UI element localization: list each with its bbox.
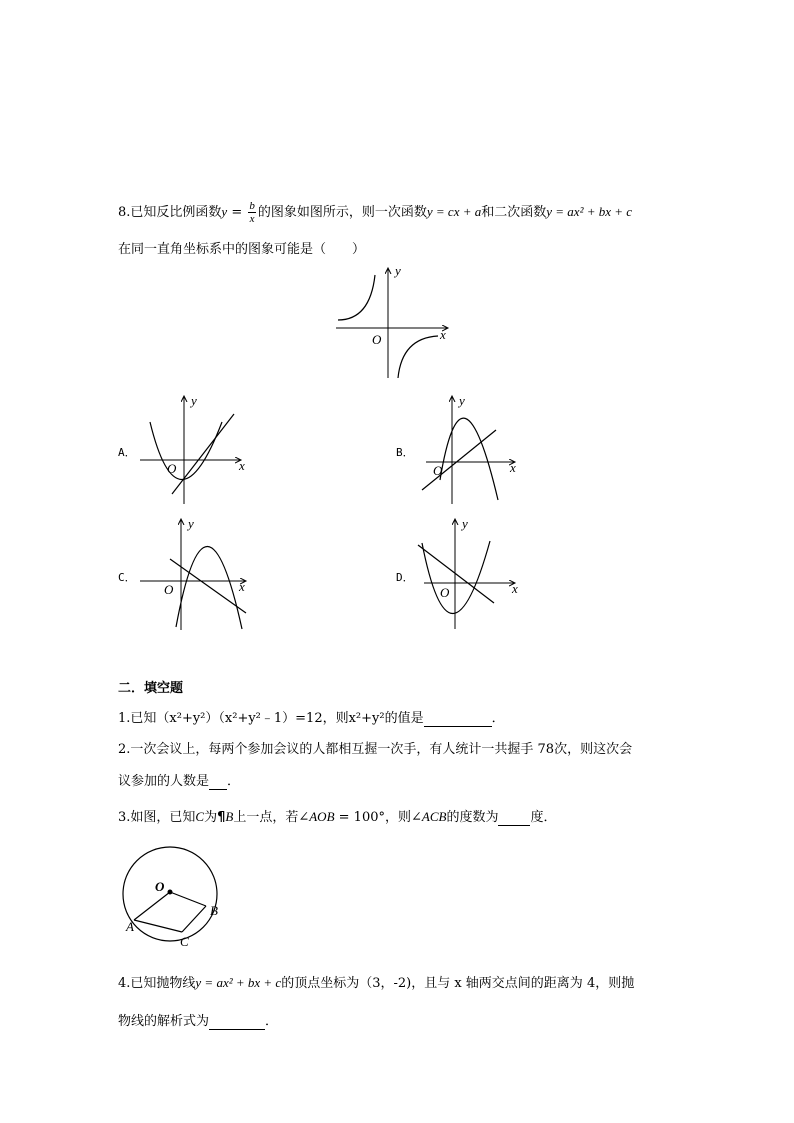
segment-ac [134,920,182,932]
axis-x-label: x [440,327,446,342]
q8-eq: = [227,205,247,220]
option-b-x-label: x [510,460,516,475]
option-b-label[interactable]: B． [396,446,414,459]
fill1-end: ． [491,711,505,726]
fill2-text: 议参加的人数是 [118,774,210,789]
section-title: 二．填空题 [118,681,184,696]
option-d-graph[interactable] [412,515,532,633]
fill3-arc-symbol: ¶ [217,810,226,825]
fill1-line [118,707,505,727]
option-d-y-label: y [462,516,468,531]
fill4-text-b: 的顶点坐标为（3，-2)，且与 x 轴两交点间的距离为 4，则抛 [281,976,635,991]
q8-text-1: 已知反比例函数 [130,205,222,220]
q8-number: 8. [118,205,131,220]
fill2-end: ． [227,774,241,789]
fill4-text-a: 4.已知抛物线 [118,976,196,991]
fill1-text: 已知（x²+y²）（x²+y²﹣1）=12，则x²+y²的值是 [130,711,424,726]
fill3-text-g: 度． [530,810,557,825]
label-o: O [155,879,165,894]
fill3-arc-b: B [225,809,234,824]
option-c-graph[interactable] [136,515,256,633]
option-b-graph[interactable] [412,392,532,507]
fill4-answer-blank[interactable] [209,1014,265,1030]
fill3-eq: = 100° [334,810,385,825]
segment-ob [170,892,206,906]
option-c-label[interactable]: C． [118,571,136,584]
fill3-line [118,806,557,826]
fill3-text-f: 的度数为 [446,810,499,825]
fill3-point-c: C [195,809,205,824]
fill2-answer-blank[interactable] [209,774,227,790]
fill4-end: ． [265,1014,279,1029]
fill4-quadratic: y = ax² + bx + c [195,975,282,990]
fill4-text-line2: 物线的解析式为 [118,1014,210,1029]
fill3-angle-aob: ∠AOB [298,809,335,824]
fill1-number: 1. [118,711,131,726]
option-a-label[interactable]: A． [118,446,136,459]
option-a-x-label: x [239,458,245,473]
label-b: B [210,903,218,918]
q8-y: y [221,204,228,219]
option-a-parabola [150,422,222,480]
q8-line2: 在同一直角坐标系中的图象可能是（ ） [118,242,366,257]
segment-oa [134,892,170,920]
fill3-text-e: ，则 [385,810,412,825]
option-b-origin: O [433,463,443,478]
hyperbola-left-branch [338,275,375,320]
option-a-y-label: y [191,393,197,408]
option-c-x-label: x [239,579,245,594]
option-d-label[interactable]: D． [396,571,414,584]
label-a: A [126,919,134,934]
option-c-origin: O [164,582,174,597]
q8-frac-den: x [249,213,255,225]
q8-frac-num: b [249,200,255,212]
option-b-line [422,430,496,490]
fill3-angle-acb: ∠ACB [411,809,447,824]
fill4-line1 [118,972,634,991]
fill1-answer-blank[interactable] [424,711,492,727]
fill3-answer-blank[interactable] [498,810,530,826]
circle-figure [118,842,228,952]
option-b-parabola [440,418,498,500]
q8-text-2: 的图象如图所示，则一次函数 [257,205,427,220]
fill4-line2 [118,1010,278,1030]
option-d-parabola [422,541,490,614]
axis-y-label: y [395,263,401,278]
fill2-line2 [118,770,240,790]
option-a-graph[interactable] [136,392,256,507]
option-a-line [172,414,234,494]
q8-text-3: 和二次函数 [481,205,547,220]
option-d-origin: O [440,585,450,600]
option-b-y-label: y [459,393,465,408]
fill3-text-d: 上一点，若 [233,810,299,825]
origin-label: O [372,332,382,347]
fill2-line1: 2.一次会议上，每两个参加会议的人都相互握一次手，有人统计一共握手 78次，则这次会 [118,742,633,757]
option-d-x-label: x [512,581,518,596]
label-c: C [180,934,189,949]
q8-main-figure [330,260,465,382]
q8-fraction [248,200,256,225]
option-c-parabola [176,546,242,629]
option-c-y-label: y [188,516,194,531]
option-a-origin: O [167,461,177,476]
hyperbola-right-branch [398,336,438,378]
fill3-text-a: 3.如图，已知 [118,810,196,825]
fill3-text-b: 为 [204,810,218,825]
q8-linear-function: y = cx + a [426,204,482,219]
q8-quadratic-function: y = ax² + bx + c [546,204,633,219]
q8-line1 [118,200,632,225]
